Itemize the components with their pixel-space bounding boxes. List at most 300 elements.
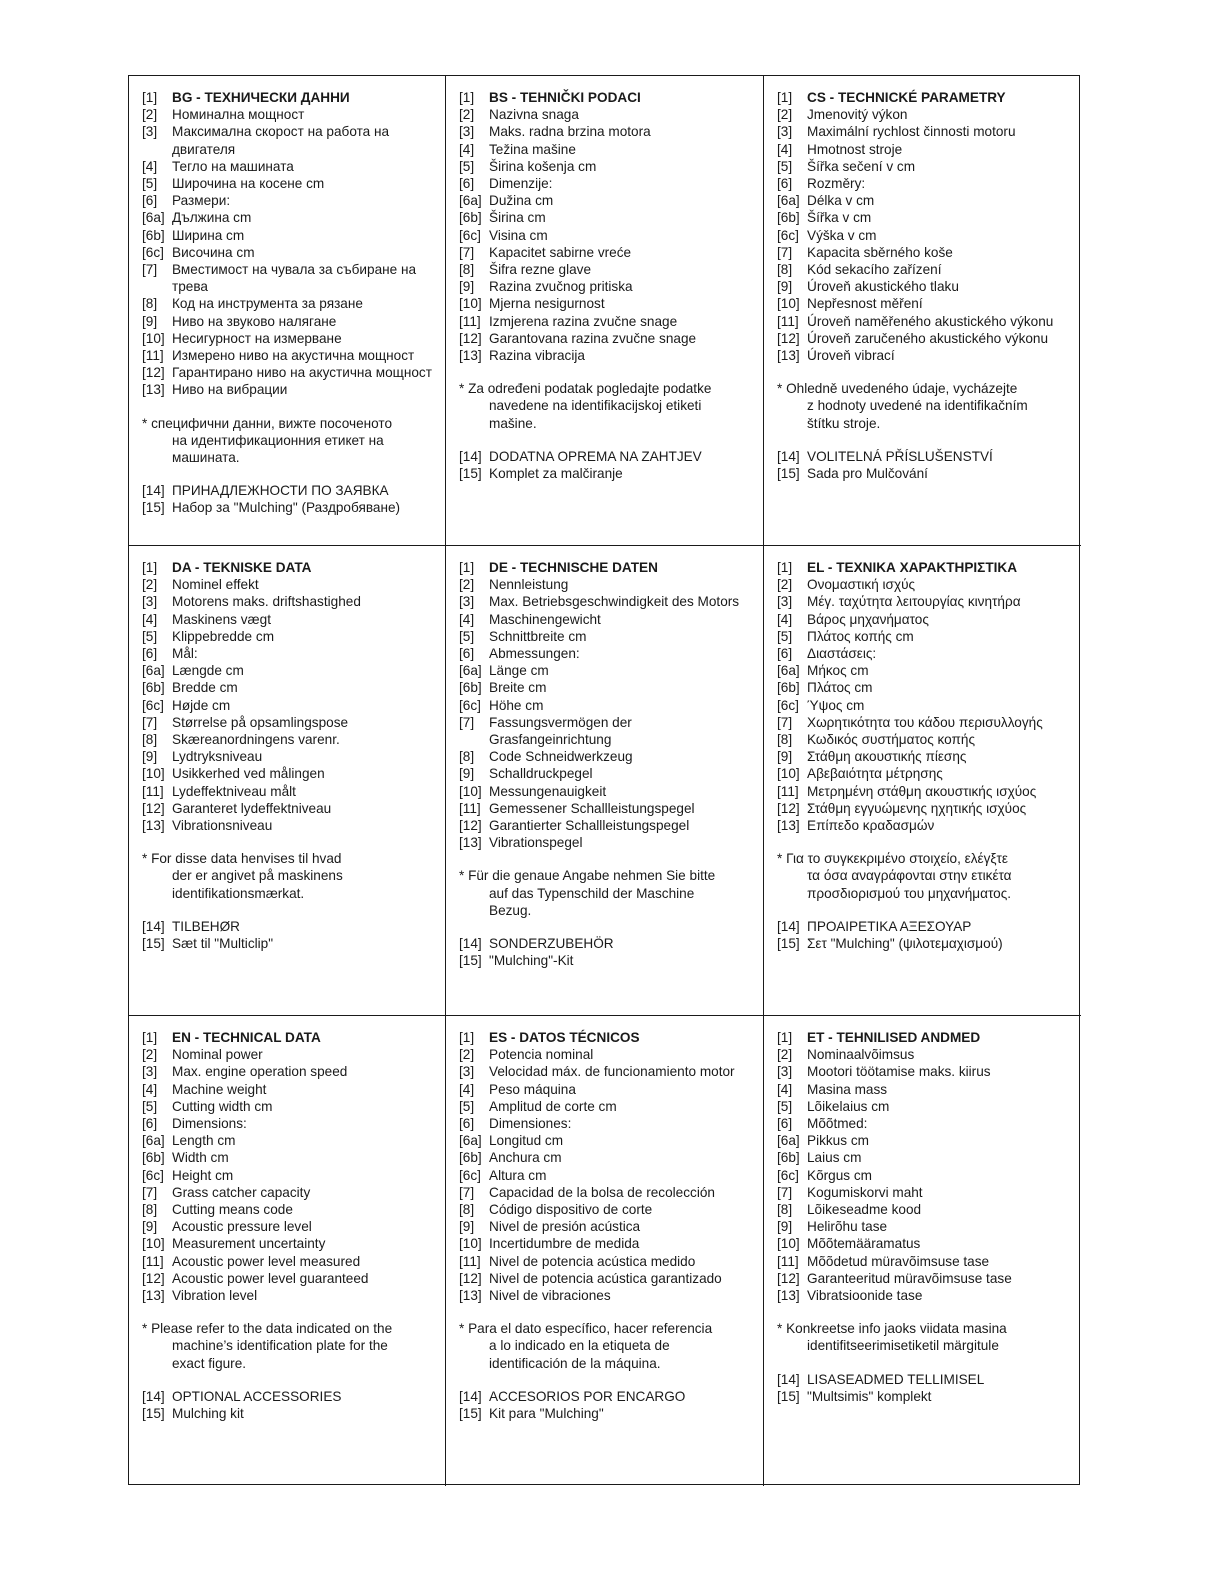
section-en [129, 1016, 446, 1486]
footnote-line: τα όσα αναγράφονται στην ετικέτα [807, 868, 1012, 884]
section-title [459, 89, 763, 106]
spec-item [777, 175, 1081, 192]
item-number: [6a] [459, 663, 482, 679]
item-number: [5] [459, 628, 475, 644]
item-label: Šířka sečení v cm [807, 158, 916, 174]
item-label: Височина cm [172, 244, 255, 260]
spec-item [777, 576, 1081, 593]
section-da [129, 546, 446, 1016]
item-number: [3] [142, 594, 158, 610]
spec-item [459, 697, 763, 714]
spec-item [142, 1063, 445, 1080]
item-number: [1] [459, 90, 475, 105]
item-number: [10] [459, 296, 482, 312]
item-number: [12] [777, 800, 800, 816]
spec-item [777, 1235, 1081, 1252]
spec-item [459, 175, 763, 192]
item-number: [6a] [777, 193, 800, 209]
accessory-label: Sada pro Mulčování [807, 466, 928, 482]
item-label: Laius cm [807, 1150, 862, 1166]
item-number: [1] [777, 560, 793, 575]
spec-item [142, 1115, 445, 1132]
item-label: Hmotnost stroje [807, 141, 903, 157]
accessory-item [142, 1405, 445, 1422]
item-number: [14] [459, 1388, 482, 1404]
spec-item [459, 800, 763, 817]
item-number: [1] [777, 1030, 793, 1045]
spec-item [142, 1270, 445, 1287]
accessory-item [777, 448, 1081, 465]
item-label: Nepřesnost měření [807, 296, 923, 312]
item-number: [1] [777, 90, 793, 105]
item-label: Masina mass [807, 1081, 888, 1097]
footnote [777, 1320, 1081, 1354]
item-number: [8] [777, 732, 793, 748]
item-label: Amplitud de corte cm [489, 1098, 617, 1114]
item-label: Motorens maks. driftshastighed [172, 594, 361, 610]
spec-item [459, 123, 763, 140]
spec-item [142, 244, 445, 261]
spec-item [142, 1167, 445, 1184]
item-number: [12] [142, 800, 165, 816]
spec-item [142, 1149, 445, 1166]
accessory-item [459, 952, 763, 969]
item-number: [9] [777, 1219, 793, 1235]
footnote-line: * Za određeni podatak pogledajte podatke [459, 381, 712, 397]
footnote-line: * специфични данни, вижте посоченото [142, 415, 393, 431]
spec-item [777, 800, 1081, 817]
spec-item [142, 645, 445, 662]
footnote [777, 380, 1081, 432]
spec-item [777, 347, 1081, 364]
footnote [142, 415, 445, 467]
item-label: Χωρητικότητα του κάδου περισυλλογής [807, 714, 1043, 730]
item-label: Dužina cm [489, 193, 554, 209]
spec-item [459, 1167, 763, 1184]
section-heading: DA - TEKNISKE DATA [172, 560, 312, 575]
footnote-line: auf das Typenschild der Maschine [489, 885, 695, 901]
item-label: Βάρος μηχανήματος [807, 611, 929, 627]
item-number: [6b] [142, 227, 165, 243]
item-number: [1] [459, 560, 475, 575]
spec-item [459, 347, 763, 364]
item-number: [6c] [777, 697, 799, 713]
footnote-line: машината. [172, 450, 240, 466]
spec-item [777, 679, 1081, 696]
item-label: Kogumiskorvi maht [807, 1184, 923, 1200]
accessory-label: ΠΡΟΑΙΡΕΤΙΚΑ ΑΞΕΣΟΥΑΡ [807, 918, 972, 934]
item-label: Lõikelaius cm [807, 1098, 890, 1114]
spec-item [459, 834, 763, 851]
item-label: Longitud cm [489, 1133, 564, 1149]
item-number: [10] [777, 1236, 800, 1252]
item-label: Nivel de potencia acústica garantizado [489, 1270, 722, 1286]
accessory-label: SONDERZUBEHÖR [489, 936, 614, 952]
item-label: Широчина на косене cm [172, 176, 325, 192]
item-number: [9] [459, 1219, 475, 1235]
spec-item [777, 1063, 1081, 1080]
item-number: [11] [142, 783, 164, 799]
spec-item [459, 817, 763, 834]
accessory-item [142, 499, 445, 516]
spec-item [459, 1132, 763, 1149]
item-number: [4] [777, 611, 793, 627]
item-number: [7] [459, 714, 475, 730]
item-label: Acoustic power level measured [172, 1253, 361, 1269]
item-number: [1] [142, 560, 158, 575]
section-es [446, 1016, 764, 1486]
spec-item [777, 628, 1081, 645]
accessory-label: Sæt til "Multiclip" [172, 936, 274, 952]
item-number: [11] [142, 1253, 164, 1269]
item-label: Razina vibracija [489, 348, 585, 364]
item-label: Højde cm [172, 697, 231, 713]
item-label: Измерено ниво на акустична мощност [172, 348, 415, 364]
item-label: Fassungsvermögen der Grasfangeinrichtung [489, 714, 632, 748]
item-label: Mål: [172, 646, 198, 662]
spec-item [142, 593, 445, 610]
item-number: [6a] [142, 663, 165, 679]
item-number: [6c] [459, 697, 481, 713]
footnote [459, 867, 763, 919]
item-label: Altura cm [489, 1167, 547, 1183]
spec-item [777, 1201, 1081, 1218]
spec-item [459, 1184, 763, 1201]
item-number: [4] [142, 611, 158, 627]
item-label: Mõõtmed: [807, 1116, 868, 1132]
item-label: Lydeffektniveau målt [172, 783, 296, 799]
item-label: Несигурност на измерване [172, 330, 342, 346]
item-number: [6a] [777, 663, 800, 679]
item-number: [12] [459, 330, 482, 346]
accessory-label: ПРИНАДЛЕЖНОСТИ ПО ЗАЯВКА [172, 483, 389, 499]
item-label: Lõikeseadme kood [807, 1202, 922, 1218]
spec-item [777, 748, 1081, 765]
spec-item [777, 123, 1081, 140]
item-number: [10] [459, 1236, 482, 1252]
spec-item [459, 1270, 763, 1287]
footnote [777, 850, 1081, 902]
item-label: Acoustic pressure level [172, 1219, 312, 1235]
item-number: [9] [777, 279, 793, 295]
section-el [764, 546, 1081, 1016]
item-number: [6] [777, 176, 793, 192]
section-heading: BS - TEHNIČKI PODACI [489, 90, 641, 105]
item-number: [4] [459, 141, 475, 157]
item-number: [13] [777, 818, 800, 834]
spec-item [777, 1098, 1081, 1115]
spec-item [459, 1218, 763, 1235]
section-title [142, 559, 445, 576]
item-number: [6b] [777, 1150, 800, 1166]
spec-item [777, 209, 1081, 226]
spec-item [142, 381, 445, 398]
spacer [777, 902, 1081, 918]
item-label: Garantierter Schallleistungspegel [489, 818, 690, 834]
item-label: Peso máquina [489, 1081, 576, 1097]
item-label: Nennleistung [489, 577, 569, 593]
item-label: Размери: [172, 193, 231, 209]
spec-item [459, 330, 763, 347]
spec-item [459, 141, 763, 158]
item-label: Mjerna nesigurnost [489, 296, 605, 312]
spacer [777, 432, 1081, 448]
item-number: [7] [777, 244, 793, 260]
spec-item [142, 295, 445, 312]
item-number: [6] [459, 646, 475, 662]
spec-item [459, 106, 763, 123]
item-label: Dimensions: [172, 1116, 247, 1132]
item-number: [15] [142, 1406, 165, 1422]
section-bg [129, 76, 446, 546]
spec-item [142, 783, 445, 800]
accessory-item [459, 465, 763, 482]
item-number: [11] [777, 1253, 799, 1269]
item-number: [9] [777, 749, 793, 765]
item-number: [3] [777, 124, 793, 140]
accessory-label: DODATNA OPREMA NA ZAHTJEV [489, 448, 702, 464]
spec-item [459, 783, 763, 800]
section-heading: ET - TEHNILISED ANDMED [807, 1030, 981, 1045]
spec-item [142, 748, 445, 765]
spec-item [142, 1218, 445, 1235]
item-label: Grass catcher capacity [172, 1184, 311, 1200]
footnote [459, 1320, 763, 1372]
item-label: Πλάτος cm [807, 680, 873, 696]
item-number: [15] [142, 500, 165, 516]
section-title [777, 89, 1081, 106]
item-label: Maximální rychlost činnosti motoru [807, 124, 1016, 140]
item-number: [11] [459, 1253, 481, 1269]
spec-item [142, 364, 445, 381]
spec-item [459, 209, 763, 226]
item-number: [2] [777, 107, 793, 123]
spec-item [459, 1287, 763, 1304]
spec-item [142, 662, 445, 679]
item-number: [2] [777, 577, 793, 593]
item-label: Størrelse på opsamlingspose [172, 714, 349, 730]
item-number: [8] [459, 262, 475, 278]
item-label: Mootori töötamise maks. kiirus [807, 1064, 991, 1080]
item-label: Schalldruckpegel [489, 766, 593, 782]
spec-table [128, 75, 1080, 1485]
accessory-label: LISASEADMED TELLIMISEL [807, 1371, 985, 1387]
item-number: [6] [142, 1116, 158, 1132]
section-heading: CS - TECHNICKÉ PARAMETRY [807, 90, 1006, 105]
accessory-item [459, 1388, 763, 1405]
spec-item [142, 765, 445, 782]
spec-item [459, 192, 763, 209]
item-number: [6b] [142, 1150, 165, 1166]
item-label: Cutting width cm [172, 1098, 273, 1114]
footnote-line: a lo indicado en la etiqueta de [489, 1338, 670, 1354]
item-label: Código dispositivo de corte [489, 1202, 653, 1218]
spec-item [777, 244, 1081, 261]
item-number: [12] [142, 365, 165, 381]
item-number: [15] [142, 936, 165, 952]
footnote-line: Bezug. [489, 902, 532, 918]
footnote-line: на идентификационния етикет на [172, 432, 384, 448]
item-number: [6] [777, 646, 793, 662]
spec-item [777, 697, 1081, 714]
section-title [142, 1029, 445, 1046]
footnote-line: machine’s identification plate for the [172, 1338, 388, 1354]
item-number: [6c] [777, 227, 799, 243]
spec-item [459, 662, 763, 679]
item-number: [13] [142, 818, 165, 834]
item-label: Vibratsioonide tase [807, 1288, 923, 1304]
item-label: Mõõtemääramatus [807, 1236, 921, 1252]
item-number: [3] [459, 1064, 475, 1080]
item-number: [9] [459, 279, 475, 295]
item-number: [7] [459, 1184, 475, 1200]
item-label: Délka v cm [807, 193, 875, 209]
item-number: [5] [777, 1098, 793, 1114]
spec-item [777, 313, 1081, 330]
item-label: Izmjerena razina zvučne snage [489, 313, 678, 329]
item-label: Ширина cm [172, 227, 245, 243]
item-number: [14] [142, 483, 165, 499]
spec-item [142, 679, 445, 696]
spec-item [459, 244, 763, 261]
spec-item [459, 158, 763, 175]
item-number: [5] [142, 1098, 158, 1114]
item-label: Úroveň naměřeného akustického výkonu [807, 313, 1054, 329]
spec-item [459, 278, 763, 295]
item-number: [6a] [142, 210, 165, 226]
spec-item [142, 227, 445, 244]
item-label: Vibration level [172, 1288, 258, 1304]
item-label: Nivel de potencia acústica medido [489, 1253, 696, 1269]
item-number: [12] [777, 330, 800, 346]
item-label: Machine weight [172, 1081, 267, 1097]
item-number: [4] [777, 1081, 793, 1097]
spec-item [777, 1081, 1081, 1098]
spec-item [777, 593, 1081, 610]
item-number: [15] [459, 953, 482, 969]
item-number: [13] [777, 348, 800, 364]
item-number: [10] [777, 296, 800, 312]
item-label: Гарантирано ниво на акустична мощност [172, 365, 432, 381]
spacer [459, 364, 763, 380]
spec-item [142, 1132, 445, 1149]
item-number: [5] [142, 628, 158, 644]
item-number: [7] [777, 1184, 793, 1200]
spacer [142, 466, 445, 482]
item-label: Max. Betriebsgeschwindigkeit des Motors [489, 594, 740, 610]
item-number: [6a] [777, 1133, 800, 1149]
item-label: Garanteret lydeffektniveau [172, 800, 332, 816]
accessory-label: Komplet za malčiranje [489, 466, 623, 482]
item-number: [9] [459, 766, 475, 782]
spec-item [142, 800, 445, 817]
item-number: [10] [142, 330, 165, 346]
item-label: Πλάτος κοπής cm [807, 628, 914, 644]
spacer [459, 851, 763, 867]
spec-item [777, 330, 1081, 347]
item-label: Težina mašine [489, 141, 576, 157]
item-number: [5] [777, 158, 793, 174]
item-number: [15] [459, 466, 482, 482]
item-label: Ниво на звуково налягане [172, 313, 337, 329]
item-number: [6c] [459, 1167, 481, 1183]
spec-item [142, 611, 445, 628]
item-label: Breite cm [489, 680, 547, 696]
section-bs [446, 76, 764, 546]
spec-item [459, 1115, 763, 1132]
spec-item [142, 123, 445, 157]
footnote [142, 850, 445, 902]
item-label: Vibrationsniveau [172, 818, 273, 834]
spec-item [777, 731, 1081, 748]
item-label: Schnittbreite cm [489, 628, 587, 644]
item-label: Pikkus cm [807, 1133, 869, 1149]
footnote-line: * For disse data henvises til hvad [142, 851, 342, 867]
item-number: [1] [142, 1030, 158, 1045]
spec-item [777, 1270, 1081, 1287]
item-label: Номинална мощност [172, 107, 305, 123]
spec-item [142, 1184, 445, 1201]
item-number: [15] [459, 1406, 482, 1422]
spec-item [142, 330, 445, 347]
section-title [777, 559, 1081, 576]
item-label: Výška v cm [807, 227, 877, 243]
spec-item [777, 1184, 1081, 1201]
section-de [446, 546, 764, 1016]
item-label: Nominel effekt [172, 577, 259, 593]
spec-item [142, 1235, 445, 1252]
accessory-item [459, 448, 763, 465]
item-number: [4] [459, 611, 475, 627]
spacer [459, 1372, 763, 1388]
accessory-item [142, 1388, 445, 1405]
item-label: Úroveň vibrací [807, 348, 895, 364]
item-label: Lydtryksniveau [172, 749, 263, 765]
accessory-label: Σετ "Mulching" (ψιλοτεμαχισμού) [807, 936, 1003, 952]
item-number: [3] [777, 594, 793, 610]
item-number: [13] [777, 1288, 800, 1304]
accessory-item [142, 935, 445, 952]
item-number: [13] [459, 835, 482, 851]
footnote-line: * Für die genaue Angabe nehmen Sie bitte [459, 868, 716, 884]
item-number: [1] [142, 90, 158, 105]
spec-item [459, 748, 763, 765]
spec-item [777, 278, 1081, 295]
spec-item [459, 714, 763, 748]
item-number: [11] [142, 348, 164, 364]
spacer [142, 399, 445, 415]
section-title [459, 1029, 763, 1046]
item-number: [15] [777, 936, 800, 952]
spacer [459, 1304, 763, 1320]
spec-item [777, 227, 1081, 244]
item-number: [13] [142, 1288, 165, 1304]
accessory-item [777, 1388, 1081, 1405]
spec-item [777, 1149, 1081, 1166]
spec-item [142, 714, 445, 731]
item-number: [4] [142, 158, 158, 174]
item-label: Länge cm [489, 663, 549, 679]
accessory-label: Mulching kit [172, 1406, 244, 1422]
footnote-line: exact figure. [172, 1355, 247, 1371]
item-number: [3] [142, 1064, 158, 1080]
item-label: Nominaalvõimsus [807, 1047, 915, 1063]
item-number: [5] [142, 176, 158, 192]
item-number: [14] [459, 936, 482, 952]
section-heading: BG - ТЕХНИЧЕСКИ ДАННИ [172, 90, 350, 105]
item-number: [10] [142, 766, 165, 782]
item-number: [4] [142, 1081, 158, 1097]
